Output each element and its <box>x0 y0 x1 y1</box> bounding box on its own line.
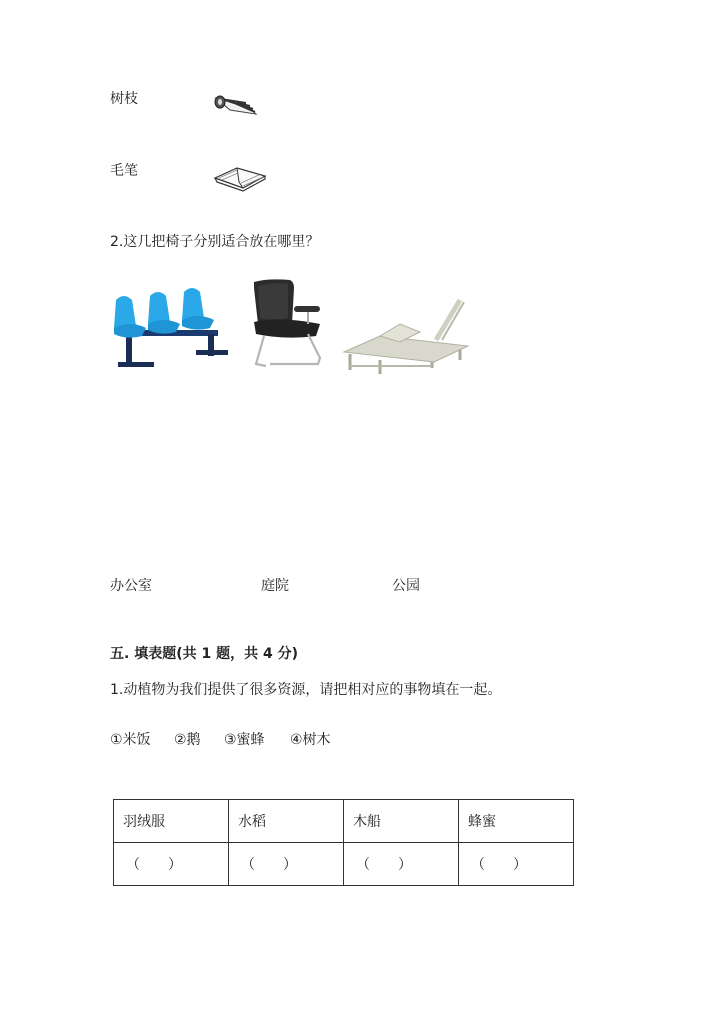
blank-open-paren: （ <box>356 857 370 873</box>
fill-table <box>113 799 574 886</box>
blank-open-paren: （ <box>126 857 140 873</box>
place-park: 公园 <box>392 578 420 594</box>
blank-open-paren: （ <box>241 857 255 873</box>
open-book-icon <box>213 160 267 192</box>
option-3: ③蜜蜂 <box>224 732 265 748</box>
option-2: ②鹅 <box>174 732 201 748</box>
blue-row-seats-image <box>108 290 232 374</box>
answer-blank[interactable] <box>229 843 344 886</box>
table-header-cell: 水稻 <box>229 800 344 843</box>
option-4: ④树木 <box>290 732 331 748</box>
match-label-1: 树枝 <box>110 91 138 107</box>
section-5-heading: 五. 填表题(共 1 题，共 4 分) <box>110 646 298 662</box>
blank-close-paren: ） <box>513 857 527 873</box>
table-answer-row <box>114 843 574 886</box>
table-header-cell: 蜂蜜 <box>459 800 574 843</box>
section-5-question: 1.动植物为我们提供了很多资源，请把相对应的事物填在一起。 <box>110 682 502 698</box>
blank-close-paren: ） <box>283 857 297 873</box>
outdoor-lounge-chair-image <box>340 298 474 374</box>
answer-blank[interactable] <box>459 843 574 886</box>
answer-blank[interactable] <box>114 843 229 886</box>
fabric-roll-icon <box>212 92 258 120</box>
blank-open-paren: （ <box>471 857 485 873</box>
place-office: 办公室 <box>110 578 152 594</box>
question-2-text: 2.这几把椅子分别适合放在哪里？ <box>110 234 320 250</box>
place-courtyard: 庭院 <box>261 578 289 594</box>
match-label-2: 毛笔 <box>110 163 138 179</box>
answer-blank[interactable] <box>344 843 459 886</box>
blank-close-paren: ） <box>398 857 412 873</box>
black-office-chair-image <box>248 278 324 370</box>
blank-close-paren: ） <box>168 857 182 873</box>
table-header-cell: 羽绒服 <box>114 800 229 843</box>
table-header-cell: 木船 <box>344 800 459 843</box>
option-1: ①米饭 <box>110 732 151 748</box>
table-header-row <box>114 800 574 843</box>
